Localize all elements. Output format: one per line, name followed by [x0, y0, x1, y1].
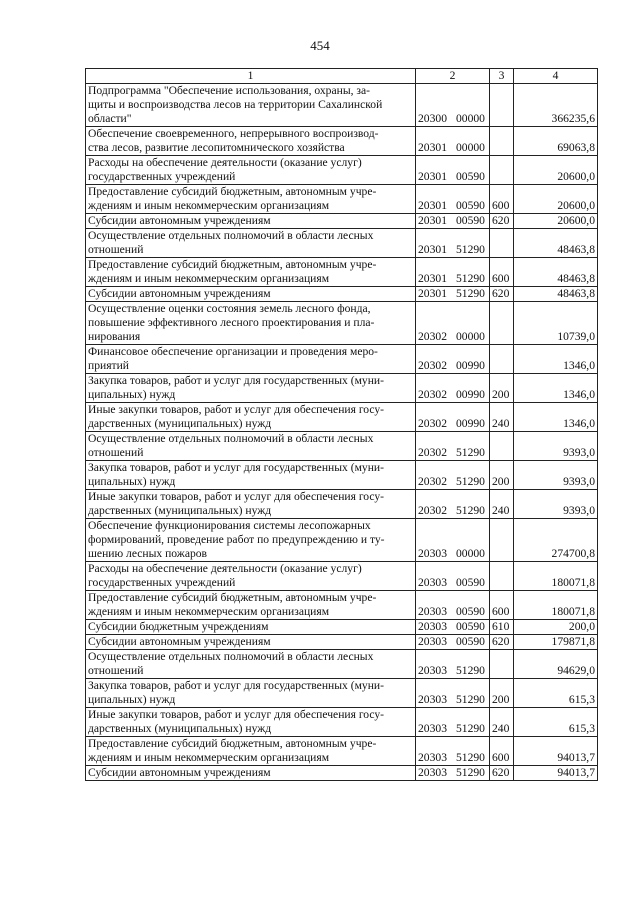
row-amount: 94013,7	[514, 766, 598, 781]
table-row	[86, 127, 598, 156]
table-row	[86, 287, 598, 302]
row-code-part-b: 00990	[455, 359, 485, 372]
row-code-part-b: 00000	[455, 141, 485, 154]
row-name: Предоставление субсидий бюджетным, автономным учре- ждениям и иным некоммерческим организациям	[86, 737, 416, 766]
table-row	[86, 374, 598, 403]
row-expense-type	[490, 519, 514, 562]
row-code	[416, 302, 490, 345]
row-code-part-b: 00000	[455, 330, 485, 343]
row-name: Субсидии автономным учреждениям	[86, 766, 416, 781]
row-code-part-a: 20303	[418, 693, 447, 706]
row-expense-type: 600	[490, 591, 514, 620]
row-code	[416, 185, 490, 214]
row-code-part-a: 20301	[418, 141, 447, 154]
row-expense-type: 240	[490, 403, 514, 432]
row-code-part-a: 20302	[418, 330, 447, 343]
row-code-part-a: 20303	[418, 605, 447, 618]
row-code	[416, 84, 490, 127]
page-number: 454	[310, 38, 330, 53]
table-body	[86, 84, 598, 781]
row-amount: 48463,8	[514, 229, 598, 258]
row-code	[416, 519, 490, 562]
row-code-part-a: 20302	[418, 475, 447, 488]
row-expense-type	[490, 432, 514, 461]
row-expense-type: 600	[490, 258, 514, 287]
row-code-part-b: 00590	[455, 214, 485, 227]
row-code-part-a: 20301	[418, 170, 447, 183]
row-code	[416, 287, 490, 302]
row-expense-type	[490, 84, 514, 127]
row-expense-type: 200	[490, 461, 514, 490]
row-code-part-a: 20303	[418, 547, 447, 560]
row-name: Финансовое обеспечение организации и проведения меро- приятий	[86, 345, 416, 374]
row-expense-type	[490, 229, 514, 258]
row-expense-type: 600	[490, 185, 514, 214]
row-code-part-b: 00990	[455, 388, 485, 401]
row-amount: 20600,0	[514, 185, 598, 214]
row-code	[416, 156, 490, 185]
row-expense-type	[490, 650, 514, 679]
row-amount: 180071,8	[514, 562, 598, 591]
row-code-part-a: 20303	[418, 620, 447, 633]
row-code-part-b: 00590	[455, 605, 485, 618]
row-code	[416, 708, 490, 737]
row-expense-type: 200	[490, 374, 514, 403]
row-code-part-b: 00590	[455, 199, 485, 212]
row-code-part-a: 20301	[418, 199, 447, 212]
row-amount: 179871,8	[514, 635, 598, 650]
row-expense-type: 620	[490, 766, 514, 781]
row-expense-type	[490, 302, 514, 345]
row-name: Расходы на обеспечение деятельности (оказание услуг) государственных учреждений	[86, 156, 416, 185]
row-code-part-a: 20302	[418, 417, 447, 430]
row-name: Обеспечение функционирования системы лесопожарных формирований, проведение работ по предупреждению и ту- шению лесных пожаров	[86, 519, 416, 562]
row-amount: 200,0	[514, 620, 598, 635]
row-name: Субсидии автономным учреждениям	[86, 214, 416, 229]
row-code-part-b: 51290	[455, 243, 485, 256]
row-amount: 615,3	[514, 679, 598, 708]
row-expense-type: 610	[490, 620, 514, 635]
header-sum-column: 4	[514, 69, 598, 84]
row-expense-type: 620	[490, 635, 514, 650]
row-amount: 48463,8	[514, 287, 598, 302]
row-code-part-a: 20303	[418, 751, 447, 764]
row-amount: 1346,0	[514, 345, 598, 374]
row-expense-type: 600	[490, 737, 514, 766]
row-code	[416, 679, 490, 708]
row-code	[416, 374, 490, 403]
row-code	[416, 345, 490, 374]
row-code-part-a: 20302	[418, 388, 447, 401]
row-code	[416, 127, 490, 156]
row-code-part-b: 00590	[455, 576, 485, 589]
row-code	[416, 635, 490, 650]
table-row	[86, 302, 598, 345]
row-expense-type	[490, 562, 514, 591]
row-code-part-b: 51290	[455, 475, 485, 488]
row-name: Закупка товаров, работ и услуг для государственных (муни- ципальных) нужд	[86, 679, 416, 708]
row-name: Предоставление субсидий бюджетным, автономным учре- ждениям и иным некоммерческим организациям	[86, 185, 416, 214]
row-code	[416, 620, 490, 635]
row-code-part-a: 20303	[418, 722, 447, 735]
row-name: Субсидии автономным учреждениям	[86, 635, 416, 650]
row-code	[416, 737, 490, 766]
row-code	[416, 403, 490, 432]
row-code	[416, 562, 490, 591]
table-row	[86, 519, 598, 562]
row-code-part-a: 20300	[418, 112, 447, 125]
row-code-part-a: 20303	[418, 664, 447, 677]
row-expense-type: 200	[490, 679, 514, 708]
table-row	[86, 461, 598, 490]
row-code-part-b: 51290	[455, 287, 485, 300]
row-code	[416, 461, 490, 490]
table-row	[86, 620, 598, 635]
row-code-part-b: 00000	[455, 547, 485, 560]
row-code-part-a: 20301	[418, 214, 447, 227]
table-header-row	[86, 69, 598, 84]
row-code	[416, 490, 490, 519]
header-code-column: 2	[416, 69, 490, 84]
row-amount: 69063,8	[514, 127, 598, 156]
row-amount: 1346,0	[514, 374, 598, 403]
table-row	[86, 403, 598, 432]
row-code-part-b: 51290	[455, 272, 485, 285]
row-amount: 20600,0	[514, 214, 598, 229]
row-code	[416, 258, 490, 287]
row-amount: 20600,0	[514, 156, 598, 185]
row-code	[416, 229, 490, 258]
row-code-part-b: 00990	[455, 417, 485, 430]
table-row	[86, 84, 598, 127]
row-code-part-b: 51290	[455, 766, 485, 779]
table-row	[86, 591, 598, 620]
row-name: Иные закупки товаров, работ и услуг для обеспечения госу- дарственных (муниципальных) нужд	[86, 708, 416, 737]
table-row	[86, 258, 598, 287]
row-name: Расходы на обеспечение деятельности (оказание услуг) государственных учреждений	[86, 562, 416, 591]
row-code-part-b: 51290	[455, 722, 485, 735]
table-row	[86, 650, 598, 679]
table-row	[86, 490, 598, 519]
row-amount: 94013,7	[514, 737, 598, 766]
row-code-part-a: 20302	[418, 359, 447, 372]
row-code-part-b: 00590	[455, 635, 485, 648]
row-name: Осуществление отдельных полномочий в области лесных отношений	[86, 432, 416, 461]
row-amount: 9393,0	[514, 461, 598, 490]
table-row	[86, 766, 598, 781]
row-name: Иные закупки товаров, работ и услуг для обеспечения госу- дарственных (муниципальных) нужд	[86, 403, 416, 432]
table-row	[86, 635, 598, 650]
row-amount: 366235,6	[514, 84, 598, 127]
row-code-part-b: 00000	[455, 112, 485, 125]
row-name: Иные закупки товаров, работ и услуг для обеспечения госу- дарственных (муниципальных) нужд	[86, 490, 416, 519]
row-code-part-b: 51290	[455, 446, 485, 459]
row-name: Предоставление субсидий бюджетным, автономным учре- ждениям и иным некоммерческим организациям	[86, 591, 416, 620]
row-expense-type	[490, 345, 514, 374]
row-code-part-a: 20301	[418, 287, 447, 300]
row-amount: 48463,8	[514, 258, 598, 287]
row-name: Субсидии автономным учреждениям	[86, 287, 416, 302]
row-name: Предоставление субсидий бюджетным, автономным учре- ждениям и иным некоммерческим организациям	[86, 258, 416, 287]
row-expense-type: 240	[490, 708, 514, 737]
table-row	[86, 229, 598, 258]
row-code-part-b: 00590	[455, 170, 485, 183]
row-amount: 180071,8	[514, 591, 598, 620]
row-name: Субсидии бюджетным учреждениям	[86, 620, 416, 635]
row-name: Подпрограмма "Обеспечение использования, охраны, за- щиты и воспроизводства лесов на территории Сахалинской области"	[86, 84, 416, 127]
row-code-part-a: 20303	[418, 766, 447, 779]
header-type-column: 3	[490, 69, 514, 84]
table-row	[86, 708, 598, 737]
row-amount: 10739,0	[514, 302, 598, 345]
table-row	[86, 737, 598, 766]
row-code-part-a: 20303	[418, 576, 447, 589]
row-code-part-a: 20303	[418, 635, 447, 648]
row-name: Осуществление отдельных полномочий в области лесных отношений	[86, 229, 416, 258]
row-code	[416, 650, 490, 679]
table-row	[86, 156, 598, 185]
row-expense-type	[490, 156, 514, 185]
row-name: Закупка товаров, работ и услуг для государственных (муни- ципальных) нужд	[86, 461, 416, 490]
row-amount: 9393,0	[514, 432, 598, 461]
row-name: Обеспечение своевременного, непрерывного воспроизвод- ства лесов, развитие лесопитомнического хозяйства	[86, 127, 416, 156]
row-code	[416, 432, 490, 461]
row-name: Закупка товаров, работ и услуг для государственных (муни- ципальных) нужд	[86, 374, 416, 403]
table-row	[86, 214, 598, 229]
budget-table	[85, 68, 598, 781]
row-expense-type	[490, 127, 514, 156]
header-name-column: 1	[86, 69, 416, 84]
row-expense-type: 620	[490, 287, 514, 302]
row-code-part-a: 20302	[418, 446, 447, 459]
table-row	[86, 345, 598, 374]
table-row	[86, 432, 598, 461]
row-name: Осуществление оценки состояния земель лесного фонда, повышение эффективного лесного проектирования и пла- нирования	[86, 302, 416, 345]
table-row	[86, 562, 598, 591]
table-row	[86, 679, 598, 708]
row-code-part-b: 51290	[455, 693, 485, 706]
row-expense-type: 240	[490, 490, 514, 519]
row-name: Осуществление отдельных полномочий в области лесных отношений	[86, 650, 416, 679]
row-amount: 274700,8	[514, 519, 598, 562]
row-expense-type: 620	[490, 214, 514, 229]
row-code-part-a: 20301	[418, 272, 447, 285]
row-code-part-a: 20301	[418, 243, 447, 256]
row-amount: 94629,0	[514, 650, 598, 679]
row-code-part-b: 51290	[455, 504, 485, 517]
table-row	[86, 185, 598, 214]
row-code-part-b: 51290	[455, 751, 485, 764]
row-code-part-b: 00590	[455, 620, 485, 633]
row-code	[416, 591, 490, 620]
row-amount: 615,3	[514, 708, 598, 737]
row-code-part-b: 51290	[455, 664, 485, 677]
row-code	[416, 766, 490, 781]
row-amount: 9393,0	[514, 490, 598, 519]
row-code	[416, 214, 490, 229]
row-code-part-a: 20302	[418, 504, 447, 517]
row-amount: 1346,0	[514, 403, 598, 432]
